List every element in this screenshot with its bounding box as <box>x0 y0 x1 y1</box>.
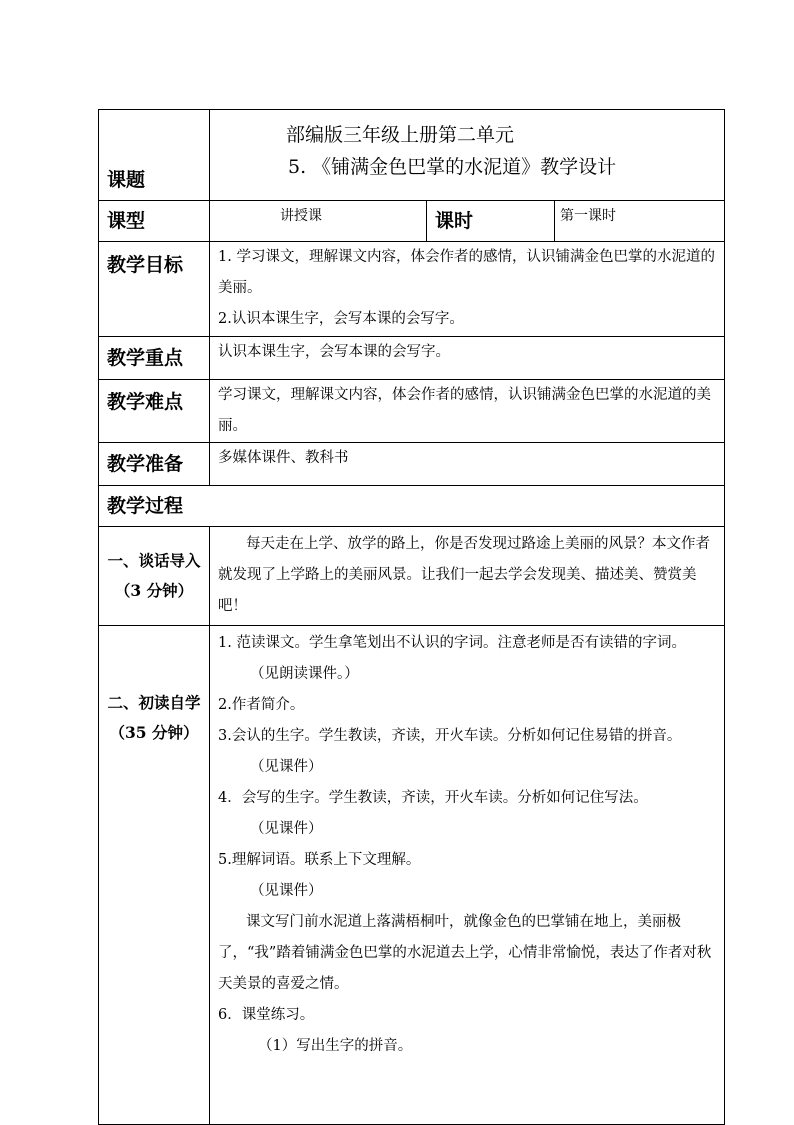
title-line-2: 5. 《铺满金色巴掌的水泥道》教学设计 <box>288 156 617 178</box>
section-1-title: 一、谈话导入 <box>107 551 201 570</box>
preparation-label: 教学准备 <box>99 443 210 486</box>
section-2-title: 二、初读自学 <box>107 693 201 712</box>
s2-line-7: （见课件） <box>250 821 323 837</box>
s2-line-4: 3.会认的生字。学生教读，齐读，开火车读。分析如何记住易错的拼音。 <box>218 728 682 744</box>
key-points-label: 教学重点 <box>99 337 210 380</box>
objective-item-1: 1. 学习课文，理解课文内容，体会作者的感情，认识铺满金色巴掌的水泥道的美丽。 <box>218 249 715 296</box>
objectives-row <box>99 242 725 337</box>
section-2-duration: （35 分钟） <box>109 723 199 742</box>
key-points-row <box>99 337 725 380</box>
section-2-row <box>99 626 725 1125</box>
s2-line-11: 6．课堂练习。 <box>218 1007 315 1023</box>
s2-line-3: 2.作者简介。 <box>218 697 305 713</box>
period-value: 第一课时 <box>555 201 725 242</box>
s2-line-12: （1）写出生字的拼音。 <box>258 1038 413 1054</box>
objectives-content <box>210 242 725 337</box>
objectives-label: 教学目标 <box>99 242 210 337</box>
lesson-type-label: 课型 <box>99 201 210 242</box>
section-1-duration: （3 分钟） <box>114 581 194 600</box>
key-points-text: 认识本课生字，会写本课的会写字。 <box>210 337 725 380</box>
s2-line-1: 1. 范读课文。学生拿笔划出不认识的字词。注意老师是否有读错的字词。 <box>218 635 686 651</box>
title-cell <box>210 110 725 201</box>
section-1-row <box>99 527 725 626</box>
s2-line-9: （见课件） <box>250 883 323 899</box>
lesson-type-value: 讲授课 <box>210 201 427 242</box>
topic-label-text: 课题 <box>107 169 146 191</box>
s2-line-8: 5.理解词语。联系上下文理解。 <box>218 852 421 868</box>
topic-label <box>99 110 210 201</box>
section-1-label <box>99 527 210 626</box>
title-row <box>99 110 725 201</box>
lesson-type-row <box>99 201 725 242</box>
difficulties-label: 教学难点 <box>99 380 210 443</box>
section-1-text: 每天走在上学、放学的路上，你是否发现过路途上美丽的风景？本文作者就发现了上学路上的美丽风景。让我们一起去学会发现美、描述美、赞赏美吧！ <box>218 536 710 614</box>
objective-item-2: 2.认识本课生字，会写本课的会写字。 <box>218 311 464 327</box>
difficulties-text: 学习课文，理解课文内容，体会作者的感情，认识铺满金色巴掌的水泥道的美丽。 <box>210 380 725 443</box>
s2-line-5: （见课件） <box>250 759 323 775</box>
section-1-content <box>210 527 725 626</box>
difficulties-row <box>99 380 725 443</box>
lesson-plan-table <box>98 109 725 1125</box>
s2-line-6: 4．会写的生字。学生教读，齐读，开火车读。分析如何记住写法。 <box>218 790 648 806</box>
title-line-1: 部编版三年级上册第二单元 <box>286 124 515 146</box>
preparation-text: 多媒体课件、教科书 <box>210 443 725 486</box>
s2-line-10: 课文写门前水泥道上落满梧桐叶，就像金色的巴掌铺在地上，美丽极了，“我”踏着铺满金色巴掌的水泥道去上学，心情非常愉悦，表达了作者对秋天美景的喜爱之情。 <box>218 914 712 992</box>
process-header-row <box>99 486 725 527</box>
section-2-content <box>210 626 725 1125</box>
period-label: 课时 <box>427 201 555 242</box>
section-2-label <box>99 626 210 1125</box>
process-label: 教学过程 <box>99 486 725 527</box>
preparation-row <box>99 443 725 486</box>
s2-line-2: （见朗读课件。） <box>250 666 359 682</box>
